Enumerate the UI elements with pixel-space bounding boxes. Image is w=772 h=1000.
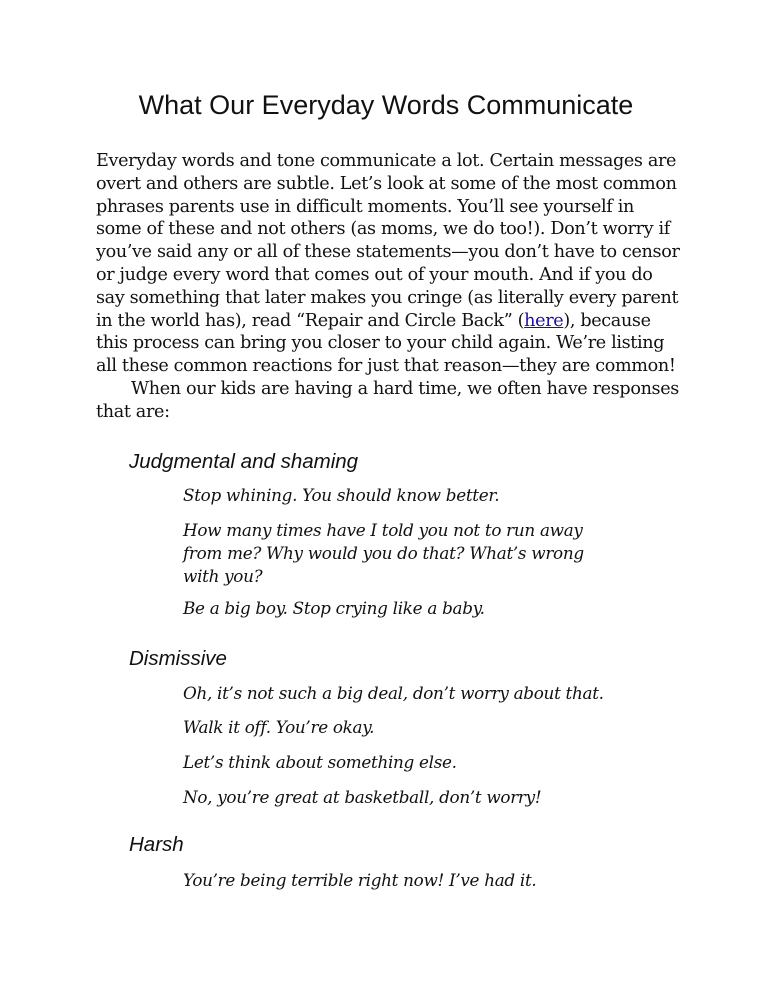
section-heading-judgmental: Judgmental and shaming (129, 450, 359, 473)
intro-body (96, 150, 681, 424)
here-link[interactable]: here (524, 310, 564, 331)
intro-paragraph (96, 150, 681, 378)
quote-item: How many times have I told you not to run away from me? Why would you do that? What’s wrong with you? (183, 520, 584, 586)
quote-item: No, you’re great at basketball, don’t worry! (183, 787, 542, 807)
quote-item: You’re being terrible right now! I’ve had it. (183, 870, 537, 890)
intro-text-part1: Everyday words and tone communicate a lot. Certain messages are overt and others are subtle. Let’s look at some of the most common phrases parents use in difficult moments. You’ll see yourself in some of these and not others (as moms, we do too!). Don’t worry if you’ve said any or all of these statements—you don’t have to censor or judge every word that comes out of your mouth. And if you do say something that later makes you cringe (as literally every parent in the world has), read “Repair and Circle Back” ( (96, 151, 680, 331)
quote-item: Walk it off. You’re okay. (183, 717, 375, 737)
quote-item: Stop whining. You should know better. (183, 485, 500, 505)
quote-item: Oh, it’s not such a big deal, don’t worry about that. (183, 683, 604, 703)
page-title: What Our Everyday Words Communicate (138, 90, 634, 120)
section-heading-dismissive: Dismissive (129, 647, 227, 670)
quote-item: Be a big boy. Stop crying like a baby. (183, 598, 485, 618)
intro-text-part2: ), because this process can bring you closer to your child again. We’re listing all these common reactions for just that reason—they are common! (96, 310, 676, 377)
quote-item: Let’s think about something else. (183, 752, 457, 772)
section-heading-harsh: Harsh (129, 833, 184, 856)
lead-in-paragraph: When our kids are having a hard time, we often have responses that are: (96, 378, 679, 422)
